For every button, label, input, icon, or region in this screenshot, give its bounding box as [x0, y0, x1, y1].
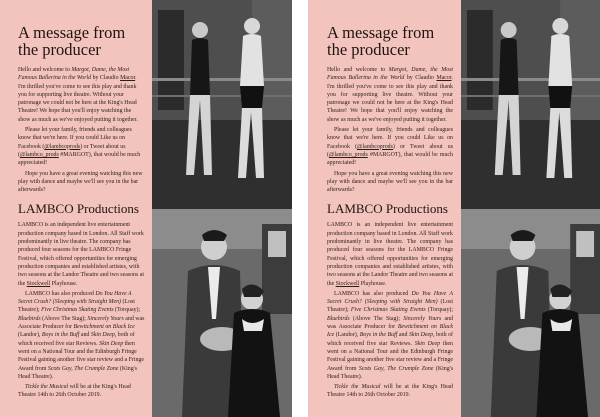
program-page-right [308, 0, 600, 417]
message-paragraph-3: Hope you have a great evening watching this new play with dance and maybe we'll see you in the bar afterwards? [18, 170, 143, 194]
page-title: A message from the producer [18, 23, 126, 59]
photo-column [152, 0, 292, 417]
program-page-left [0, 0, 292, 417]
company-heading: LAMBCO Productions [18, 201, 139, 217]
company-paragraph-1: LAMBCO is an independent live entertainment production company based in London. All Staff work predominantly in live theatre. The company has produced four seasons for the LAMBCO Fringe Festival, which offered opportunities for emerging production companies and established artistes, with two seasons at the Landor Theatre and two seasons at the Stockwell Playhouse. [18, 222, 145, 287]
page-title: A message from the producer [327, 23, 435, 59]
couple-portrait-photo [461, 209, 600, 417]
company-paragraph-3: Tickle the Musical will be at the King's Head Theatre 14th to 26th October 2019. [327, 384, 453, 399]
twitter-handle: @lambco_prods [19, 151, 59, 158]
message-paragraph-1: Hello and welcome to Margot, Dame, the Most Famous Ballerina in the World by Claudio Macor. I'm thrilled you've come to see this play and thank you for supporting live theatre. Without your patronage we could not be here at the King's Head Theatre! We hope that you'll enjoy watching the show as much as we've enjoyed putting it together. [18, 67, 138, 123]
ballet-rehearsal-photo [461, 0, 600, 209]
text-column [308, 0, 461, 417]
message-paragraph-1: Hello and welcome to Margot, Dame, the Most Famous Ballerina in the World by Claudio Macor. I'm thrilled you've come to see this play and thank you for supporting live theatre. Without your patronage we could not be here at the King's Head Theatre! We hope that you'll enjoy watching the show as much as we've enjoyed putting it together. [327, 67, 454, 123]
company-paragraph-3: Tickle the Musical will be at the King's Head Theatre 14th to 26th October 2019. [18, 384, 131, 399]
facebook-handle: @lambcoprods [44, 143, 81, 150]
text-column [0, 0, 153, 417]
company-heading: LAMBCO Productions [327, 201, 448, 217]
ballet-rehearsal-photo [152, 0, 292, 209]
facebook-handle: @lambcoprods [357, 143, 393, 150]
couple-portrait-photo [152, 209, 292, 417]
message-paragraph-2: Please let your family, friends and colleagues know that we're here. If you could Like us on Facebook (@lambcoprods) or Tweet about us (@lambco_prods #MARGOT), that would be much appreciated! [18, 127, 141, 167]
company-paragraph-2: LAMBCO has also produced Do You Have A Secret Crush? (Sleeping with Straight Men) (Lost Theatre); Five Christmas Skating Events (Torquay); Bluebirds (Above The Stag); Sincerely Yours and was Associate Producer for Bewitchment on Black Ice (Landor), Boys in the Buff and Skin Deep, both of which received five star Reviews. Skin Deep then went on a National Tour and the Edinburgh Fringe Festival gaining another five star review and a Fringe Award from Scots Gay, The Crumple Zone (King's Head Theatre). [18, 290, 145, 380]
message-paragraph-3: Hope you have a great evening watching this new play with dance and maybe we'll see you in the bar afterwards? [327, 170, 453, 194]
photo-column [461, 0, 600, 417]
company-paragraph-1: LAMBCO is an independent live entertainment production company based in London. All Staff work predominantly in live theatre. The company has produced four seasons for the LAMBCO Fringe Festival, which offered opportunities for emerging production companies and established artistes, with two seasons at the Landor Theatre and two seasons at the Stockwell Playhouse. [327, 222, 454, 287]
twitter-handle: @lambco_prods [328, 151, 368, 158]
company-paragraph-2: LAMBCO has also produced Do You Have A Secret Crush? (Sleeping with Straight Men) (Lost Theatre); Five Christmas Skating Events (Torquay); Bluebirds (Above The Stag); Sincerely Yours and was Associate Producer for Bewitchment on Black Ice (Landor), Boys in the Buff and Skin Deep, both of which received five star Reviews. Skin Deep then went on a National Tour and the Edinburgh Fringe Festival gaining another five star review and a Fringe Award from Scots Gay, The Crumple Zone (King's Head Theatre). [327, 290, 454, 380]
message-paragraph-2: Please let your family, friends and colleagues know that we're here. If you could Like us on Facebook (@lambcoprods) or Tweet about us (@lambco_prods #MARGOT), that would be much appreciated! [327, 127, 453, 167]
